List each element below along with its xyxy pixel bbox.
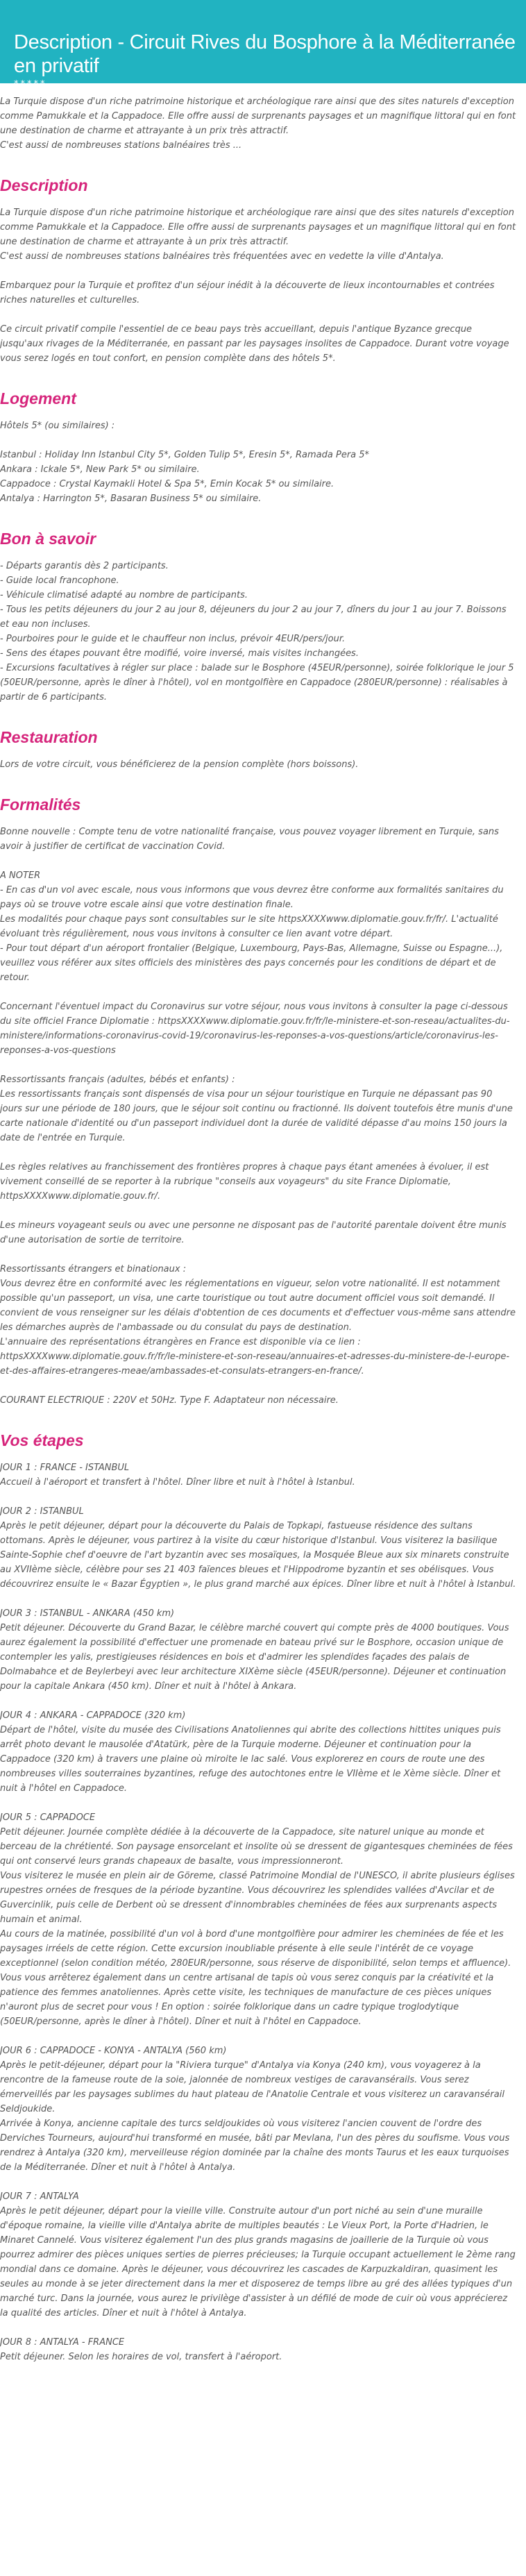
- intro-section: [0, 94, 516, 153]
- day-title: JOUR 8 : ANTALYA - FRANCE: [0, 2337, 125, 2348]
- savoir-line: - Guide local francophone.: [0, 575, 119, 586]
- logement-line: Ankara : Ickale 5*, New Park 5* ou similaire.: [0, 464, 200, 475]
- formalites-paragraph: Ressortissants français (adultes, bébés et enfants) :: [0, 1075, 235, 1085]
- intro-text-2: C'est aussi de nombreuses stations balnéaires très ...: [0, 140, 242, 151]
- page-title: Description - Circuit Rives du Bosphore à la Méditerranée en privatif: [14, 31, 516, 77]
- formalites-section: [0, 795, 516, 1408]
- day-text: Petit déjeuner. Découverte du Grand Bazar, le célèbre marché couvert qui compte près de 4000 boutiques. Vous aurez également la possibilité d'effectuer une promenade en bateau privé sur le Bosphore, occasion unique de contempler les yalis, prestigieuses résidences en bois et d'admirer les splendides façades des palais de Dolmabahce et de Beylerbeyi avec leur architecture XIXème siècle (45EUR/personne). Déjeuner et continuation pour la capitale Ankara (450 km). Dîner et nuit à l'hôtel à Ankara.: [0, 1623, 509, 1692]
- restauration-text: Lors de votre circuit, vous bénéficierez de la pension complète (hors boissons).: [0, 759, 359, 770]
- formalites-paragraph: Les mineurs voyageant seuls ou avec une personne ne disposant pas de l'autorité parentale doivent être munis d'une autorisation de sortie de territoire.: [0, 1220, 507, 1245]
- logement-subtitle: Hôtels 5* (ou similaires) :: [0, 421, 115, 431]
- day-item: [0, 2044, 516, 2175]
- day-text: Après le petit-déjeuner, départ pour la "Riviera turque" d'Antalya via Konya (240 km), vous voyagerez à la rencontre de la fameuse route de la soie, jalonnée de nombreux vestiges de caravansérails. Vous serez émerveillés par les paysages sublimes du haut plateau de l'Anatolie Centrale et vous visiterez un caravansérail Seldjoukide.: [0, 2060, 504, 2114]
- day-item: [0, 1606, 516, 1694]
- logement-line: Cappadoce : Crystal Kaymakli Hotel & Spa 5*, Emin Kocak 5* ou similaire.: [0, 479, 334, 489]
- day-title: JOUR 2 : ISTANBUL: [0, 1506, 84, 1517]
- formalites-paragraph: Les ressortissants français sont dispensés de visa pour un séjour touristique en Turquie ne dépassant pas 90 jours sur une période de 180 jours, que le séjour soit continu ou fractionné. Ils doivent toutefois être munis d'une carte nationale d'identité ou d'un passeport individuel dont la durée de validité dépasse d'au moins 150 jours la date de l'entrée en Turquie.: [0, 1089, 513, 1143]
- description-paragraph: C'est aussi de nombreuses stations balnéaires très fréquentées avec en vedette la ville d'Antalya.: [0, 251, 444, 262]
- formalites-paragraph: COURANT ELECTRIQUE : 220V et 50Hz. Type F. Adaptateur non nécessaire.: [0, 1395, 339, 1406]
- day-item: [0, 1460, 516, 1490]
- day-title: JOUR 7 : ANTALYA: [0, 2191, 79, 2202]
- formalites-paragraph: Les règles relatives au franchissement des frontières propres à chaque pays étant amenées à évoluer, il est vivement conseillé de se reporter à la rubrique "conseils aux voyageurs" du site France Diplomatie, httpsXXXXwww.diplomatie.gouv.fr/.: [0, 1162, 489, 1202]
- day-item: [0, 2335, 516, 2364]
- day-text: Départ de l'hôtel, visite du musée des Civilisations Anatoliennes qui abrite des collections hittites uniques puis arrêt photo devant le mausolée d'Atatürk, père de la Turquie moderne. Déjeuner et continuation pour la Cappadoce (320 km) à travers une plaine où miroite le lac salé. Vous explorerez en cours de route une des nombreuses villes souterraines byzantines, refuge des autochtones entre le VIIème et le Xème siècle. Dîner et nuit à l'hôtel en Cappadoce.: [0, 1725, 501, 1794]
- formalites-paragraph: L'annuaire des représentations étrangères en France est disponible via ce lien : httpsXXXXwww.diplomatie.gouv.fr/fr/le-ministere-et-son-reseau/annuaires-et-adresses-du-ministere-de-l-europe-et-des-affaires-etrangeres-meae/ambassades-et-consulats-etrangers-en-france/.: [0, 1337, 510, 1377]
- day-title: JOUR 5 : CAPPADOCE: [0, 1812, 96, 1823]
- savoir-line: - Sens des étapes pouvant être modifié, voire inversé, mais visites inchangées.: [0, 648, 359, 659]
- formalites-heading: Formalités: [0, 795, 81, 814]
- day-text: Après le petit déjeuner, départ pour la découverte du Palais de Topkapi, fastueuse résidence des sultans ottomans. Après le déjeuner, vous partirez à la visite du cœur historique d'Istanbul. Vous visiterez la basilique Sainte-Sophie chef d'oeuvre de l'art byzantin avec ses mosaïques, la Mosquée Bleue aux six minarets construite au XVIIème siècle, célèbre pour ses 21 403 faïences bleues et l'Hippodrome byzantin et ses obélisques. Vous découvrirez ensuite le « Bazar Égyptien », le plus grand marché aux épices. Dîner libre et nuit à l'hôtel à Istanbul.: [0, 1521, 516, 1590]
- savoir-line: - Tous les petits déjeuners du jour 2 au jour 8, déjeuners du jour 2 au jour 7, dîners du jour 1 au jour 7. Boissons et eau non incluses.: [0, 605, 507, 630]
- formalites-paragraph: Les modalités pour chaque pays sont consultables sur le site httpsXXXXwww.diplomatie.gouv.fr/fr/. L'actualité évoluant très régulièrement, nous vous invitons à consulter ce lien avant votre départ.: [0, 914, 498, 939]
- intro-text: La Turquie dispose d'un riche patrimoine historique et archéologique rare ainsi que des sites naturels d'exception comme Pamukkale et la Cappadoce. Elle offre aussi de surprenants paysages et un magnifique littoral qui en font une destination de charme et attrayante à un prix très attractif.: [0, 96, 516, 136]
- savoir-line: - Départs garantis dès 2 participants.: [0, 561, 169, 571]
- day-text: Vous vous arrêterez également dans un centre artisanal de tapis où vous serez conquis par la créativité et la patience des femmes anatoliennes. Après cette visite, les techniques de manufacture de ces pièces uniques n'auront plus de secret pour vous ! En option : soirée folklorique dans un cadre typique troglodytique (50EUR/personne, après le dîner à l'hôtel). Dîner et nuit à l'hôtel en Cappadoce.: [0, 1973, 494, 2027]
- day-item: [0, 1708, 516, 1796]
- restauration-section: [0, 728, 516, 772]
- day-title: JOUR 3 : ISTANBUL - ANKARA (450 km): [0, 1608, 175, 1619]
- formalites-paragraph: - En cas d'un vol avec escale, nous vous informons que vous devrez être conforme aux formalités sanitaires du pays où se trouve votre escale ainsi que votre destination finale.: [0, 885, 504, 910]
- logement-line: Antalya : Harrington 5*, Basaran Business 5* ou similaire.: [0, 494, 262, 504]
- rating-stars: *****: [14, 79, 47, 90]
- etapes-heading: Vos étapes: [0, 1431, 84, 1449]
- day-text: Après le petit déjeuner, départ pour la vieille ville. Construite autour d'un port niché au sein d'une muraille d'époque romaine, la vieille ville d'Antalya abrite de multiples beautés : Le Vieux Port, la Porte d'Hadrien, le Minaret Cannelé. Vous visiterez également l'un des plus grands magasins de joaillerie de la Turquie où vous pourrez admirer des pièces uniques serties de pierres précieuses; la Turquie occupant actuellement le 2ème rang mondial dans ce domaine. Après le déjeuner, vous découvrirez les cascades de Karpuzkaldiran, quasiment les seules au monde à se jeter directement dans la mer et disposerez de temps libre au gré des allées typiques d'un marché turc. Dans la journée, vous aurez le privilège d'assister à un défilé de mode de cuir où vous apprécierez la qualité des articles. Dîner et nuit à l'hôtel à Antalya.: [0, 2206, 516, 2318]
- etapes-section: [0, 1431, 516, 2364]
- logement-section: [0, 389, 516, 506]
- main-content: [0, 83, 526, 2364]
- formalites-paragraph: Vous devrez être en conformité avec les réglementations en vigueur, selon votre nationalité. Il est notamment possible qu'un passeport, un visa, une carte touristique ou tout autre document officiel vous soit demandé. Il convient de vous renseigner sur les délais d'obtention de ces documents et d'effectuer vous-même sans attendre les démarches auprès de l'ambassade ou du consulat du pays de destination.: [0, 1279, 516, 1333]
- day-title: JOUR 6 : CAPPADOCE - KONYA - ANTALYA (560 km): [0, 2046, 227, 2056]
- day-title: JOUR 1 : FRANCE - ISTANBUL: [0, 1463, 130, 1473]
- description-paragraph: Ce circuit privatif compile l'essentiel de ce beau pays très accueillant, depuis l'antique Byzance grecque jusqu'aux rivages de la Méditerranée, en passant par les paysages insolites de Cappadoce. Durant votre voyage vous serez logés en tout confort, en pension complète dans des hôtels 5*.: [0, 324, 509, 364]
- day-title: JOUR 4 : ANKARA - CAPPADOCE (320 km): [0, 1710, 186, 1721]
- description-section: [0, 176, 516, 366]
- bon-a-savoir-section: [0, 530, 516, 705]
- formalites-paragraph: Ressortissants étrangers et binationaux :: [0, 1264, 187, 1274]
- savoir-line: - Pourboires pour le guide et le chauffeur non inclus, prévoir 4EUR/pers/jour.: [0, 634, 346, 644]
- formalites-paragraph: Bonne nouvelle : Compte tenu de votre nationalité française, vous pouvez voyager librement en Turquie, sans avoir à justifier de certificat de vaccination Covid.: [0, 827, 499, 852]
- day-text: Arrivée à Konya, ancienne capitale des turcs seldjoukides où vous visiterez l'ancien couvent de l'ordre des Derviches Tourneurs, aujourd'hui transformé en musée, bâti par Mevlana, l'un des pères du soufisme. Vous vous rendrez à Antalya (320 km), merveilleuse région dominée par la chaîne des monts Taurus et les eaux turquoises de la Méditerranée. Dîner et nuit à l'hôtel à Antalya.: [0, 2119, 510, 2173]
- day-item: [0, 2189, 516, 2321]
- day-text: Petit déjeuner. Selon les horaires de vol, transfert à l'aéroport.: [0, 2352, 282, 2362]
- logement-line: Istanbul : Holiday Inn Istanbul City 5*, Golden Tulip 5*, Eresin 5*, Ramada Pera 5*: [0, 450, 370, 460]
- description-paragraph: Embarquez pour la Turquie et profitez d'un séjour inédit à la découverte de lieux incontournables et contrées riches naturelles et culturelles.: [0, 280, 495, 305]
- description-paragraph: La Turquie dispose d'un riche patrimoine historique et archéologique rare ainsi que des sites naturels d'exception comme Pamukkale et la Cappadoce. Elle offre aussi de surprenants paysages et un magnifique littoral qui en font une destination de charme et attrayante à un prix très attractif.: [0, 208, 516, 247]
- day-item: [0, 1504, 516, 1592]
- day-text: Accueil à l'aéroport et transfert à l'hôtel. Dîner libre et nuit à l'hôtel à Istanbul.: [0, 1477, 355, 1488]
- page-header: [0, 0, 526, 90]
- bon-a-savoir-heading: Bon à savoir: [0, 530, 96, 548]
- day-text: Au cours de la matinée, possibilité d'un vol à bord d'une montgolfière pour admirer les cheminées de fée et les paysages irréels de cette région. Cette excursion inoubliable présente à elle seule l'intérêt de ce voyage exceptionnel (selon condition météo, 280EUR/personne, sous réserve de disponibilité, selon temps et affluence).: [0, 1929, 511, 1969]
- day-item: [0, 1810, 516, 2029]
- logement-heading: Logement: [0, 389, 76, 407]
- description-heading: Description: [0, 176, 88, 194]
- formalites-paragraph: - Pour tout départ d'un aéroport frontalier (Belgique, Luxembourg, Pays-Bas, Allemagne, Suisse ou Espagne...), veuillez vous référer aux sites officiels des ministères des pays concernés pour les conditions de départ et de retour.: [0, 943, 503, 983]
- formalites-paragraph: Concernant l'éventuel impact du Coronavirus sur votre séjour, nous vous invitons à consulter la page ci-dessous du site officiel France Diplomatie : httpsXXXXwww.diplomatie.gouv.fr/fr/le-ministere-et-son-reseau/actualites-du-ministere/informations-coronavirus-covid-19/coronavirus-les-reponses-a-vos-questions/article/coronavirus-les-reponses-a-vos-questions: [0, 1002, 510, 1056]
- day-text: Petit déjeuner. Journée complète dédiée à la découverte de la Cappadoce, site naturel unique au monde et berceau de la chrétienté. Son paysage ensorcelant et insolite où se dressent de gigantesques cheminées de fées qui ont conservé leurs grands chapeaux de basalte, vous impressionneront.: [0, 1827, 513, 1867]
- day-text: Vous visiterez le musée en plein air de Göreme, classé Patrimoine Mondial de l'UNESCO, il abrite plusieurs églises rupestres ornées de fresques de la période byzantine. Vous découvrirez les splendides vallées d'Avcilar et de Guvercinlik, puis celle de Derbent où se dressent d'innombrables cheminées de fées aux surprenants aspects humain et animal.: [0, 1871, 515, 1925]
- savoir-line: - Véhicule climatisé adapté au nombre de participants.: [0, 590, 248, 600]
- savoir-line: - Excursions facultatives à régler sur place : balade sur le Bosphore (45EUR/personne), soirée folklorique le jour 5 (50EUR/personne, après le dîner à l'hôtel), vol en montgolfière en Cappadoce (280EUR/personne) : réalisables à partir de 6 participants.: [0, 663, 514, 702]
- restauration-heading: Restauration: [0, 728, 98, 746]
- formalites-note-label: A NOTER: [0, 870, 41, 881]
